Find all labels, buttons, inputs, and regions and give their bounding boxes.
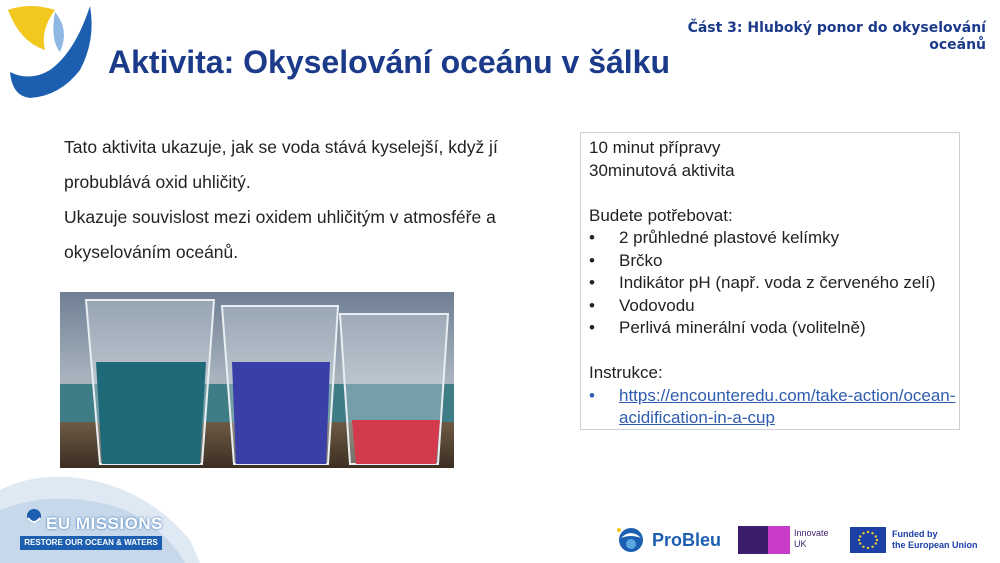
bullet-icon: •	[589, 318, 595, 337]
ukri-text: Innovate UK	[794, 528, 829, 549]
intro-paragraph-2: Ukazuje souvislost mezi oxidem uhličitým v atmosféře a okyselováním oceánů.	[64, 207, 496, 262]
prep-time: 10 minut přípravy	[589, 138, 721, 157]
list-item: • Indikátor pH (např. voda z červeného zelí)	[589, 272, 959, 295]
probleu-icon	[614, 524, 648, 556]
instructions-heading: Instrukce:	[589, 363, 663, 382]
section-label: Část 3: Hluboký ponor do okyselování oceánů	[687, 20, 986, 53]
eu-flag-icon	[850, 527, 886, 553]
eu-funded-logo	[850, 525, 990, 555]
list-item: • Brčko	[589, 250, 959, 273]
eu-missions-subtitle: RESTORE OUR OCEAN & WATERS	[20, 536, 162, 550]
instructions-link[interactable]: https://encounteredu.com/take-action/ocean-acidification-in-a-cup	[619, 385, 956, 427]
info-content	[589, 137, 959, 430]
bullet-icon: •	[589, 273, 595, 292]
list-item: • 2 průhledné plastové kelímky	[589, 227, 959, 250]
needs-heading: Budete potřebovat:	[589, 205, 733, 225]
eu-missions-logo	[0, 470, 200, 563]
supplies-list	[589, 227, 959, 340]
list-item: • Vodovodu	[589, 295, 959, 318]
eu-funded-line2: the European Union	[892, 540, 978, 550]
eu-missions-title: EU MISSIONS	[46, 514, 163, 533]
bullet-icon: •	[589, 228, 595, 247]
intro-text	[64, 130, 554, 270]
bullet-icon: •	[589, 385, 595, 405]
intro-paragraph-1: Tato aktivita ukazuje, jak se voda stává kyselejší, když jí probublává oxid uhličitý.	[64, 137, 498, 192]
cups-photo	[60, 292, 454, 468]
probleu-logo	[614, 524, 724, 556]
eu-funded-line1: Funded by	[892, 529, 938, 539]
bullet-icon: •	[589, 250, 595, 270]
probleu-text: ProBleu	[652, 530, 722, 550]
project-logo-icon	[0, 0, 100, 100]
list-item	[589, 385, 959, 430]
ukri-innovate-logo	[738, 524, 838, 556]
slide-title: Aktivita: Okyselování oceánu v šálku	[108, 44, 671, 80]
activity-time: 30minutová aktivita	[589, 160, 735, 180]
bullet-icon: •	[589, 295, 595, 315]
list-item: • Perlivá minerální voda (volitelně)	[589, 317, 959, 340]
